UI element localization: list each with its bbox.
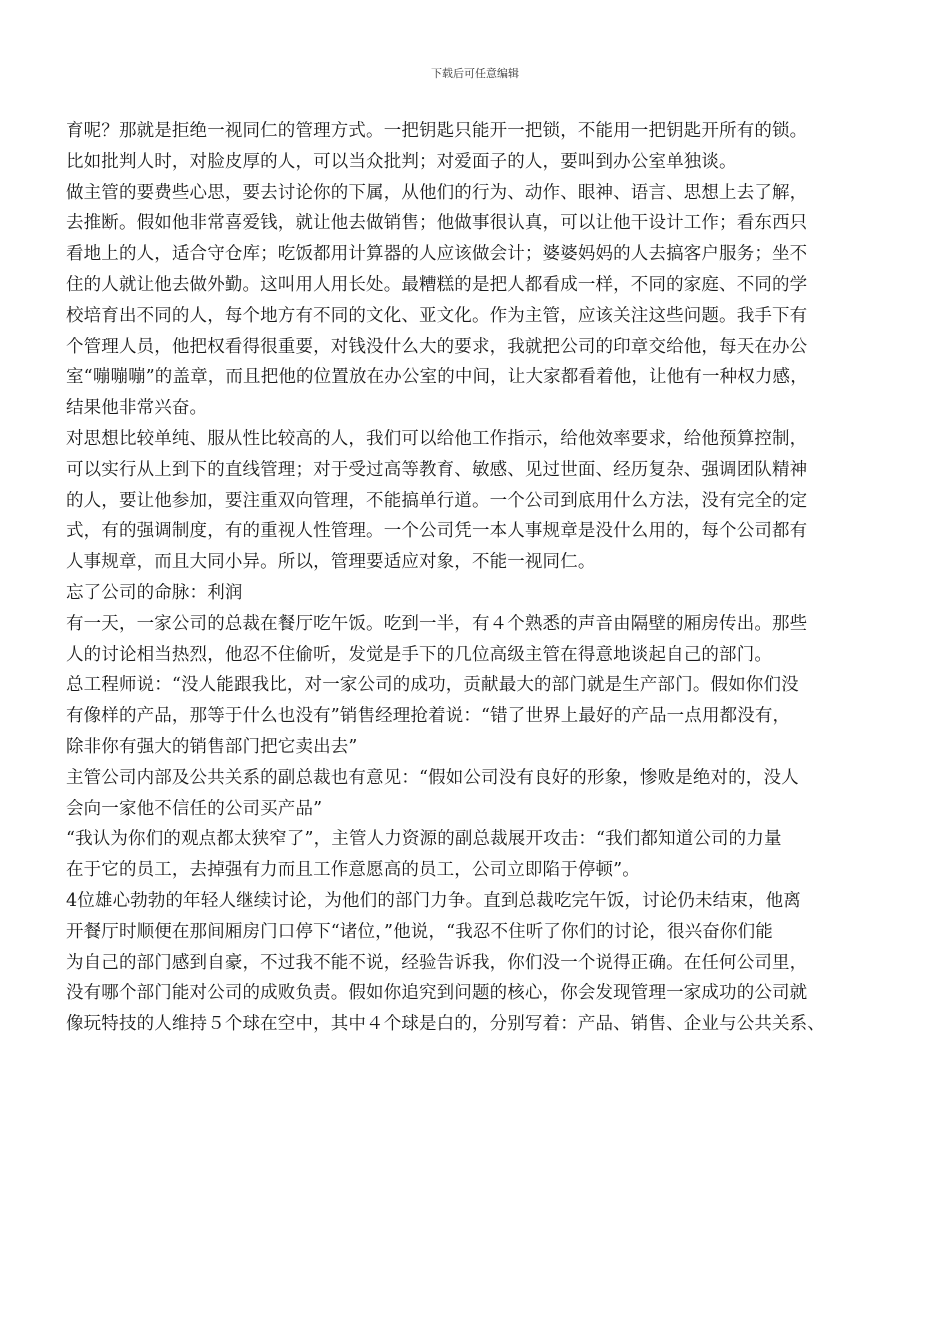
- text-line: 校培育出不同的人，每个地方有不同的文化、亚文化。作为主管，应该关注这些问题。我手下有: [66, 305, 808, 326]
- text-line: 可以实行从上到下的直线管理；对于受过高等教育、敏感、见过世面、经历复杂、强调团队精神: [66, 459, 808, 480]
- text-line: 式，有的强调制度，有的重视人性管理。一个公司凭一本人事规章是没什么用的，每个公司都有: [66, 521, 808, 542]
- text-line: “我认为你们的观点都太狭窄了”，主管人力资源的副总裁展开攻击：“我们都知道公司的力量: [66, 829, 782, 850]
- text-line: 有一天，一家公司的总裁在餐厅吃午饭。吃到一半，有４个熟悉的声音由隔壁的厢房传出。那些: [66, 613, 808, 634]
- text-line: 看地上的人，适合守仓库；吃饭都用计算器的人应该做会计；婆婆妈妈的人去搞客户服务；坐不: [66, 244, 808, 265]
- text-line: 为自己的部门感到自豪，不过我不能不说，经验告诉我，你们没一个说得正确。在任何公司里，: [66, 952, 808, 973]
- text-line: 去推断。假如他非常喜爱钱，就让他去做销售；他做事很认真，可以让他干设计工作；看东西只: [66, 213, 808, 234]
- text-line: 对思想比较单纯、服从性比较高的人，我们可以给他工作指示，给他效率要求，给他预算控制，: [66, 428, 808, 449]
- text-line: 做主管的要费些心思，要去讨论你的下属，从他们的行为、动作、眼神、语言、思想上去了解，: [66, 182, 808, 203]
- text-line: 住的人就让他去做外勤。这叫用人用长处。最糟糕的是把人都看成一样，不同的家庭、不同的学: [66, 274, 808, 295]
- page-header: 下载后可任意编辑: [431, 67, 519, 80]
- text-line: 开餐厅时顺便在那间厢房门口停下“诸位，”他说，“我忍不住听了你们的讨论，很兴奋你们能: [66, 921, 773, 942]
- text-line: 除非你有强大的销售部门把它卖出去”: [66, 736, 358, 757]
- text-line: 4位雄心勃勃的年轻人继续讨论，为他们的部门力争。直到总裁吃完午饭，讨论仍未结束，他离: [66, 890, 801, 911]
- text-line: 有像样的产品，那等于什么也没有”销售经理抢着说：“错了世界上最好的产品一点用都没有，: [66, 706, 791, 727]
- text-line: 会向一家他不信任的公司买产品”: [66, 798, 323, 819]
- text-line: 在于它的员工，去掉强有力而且工作意愿高的员工，公司立即陷于停顿”。: [66, 860, 640, 881]
- text-line: 人事规章，而且大同小异。所以，管理要适应对象，不能一视同仁。: [66, 552, 596, 573]
- text-line: 总工程师说：“没人能跟我比，对一家公司的成功，贡献最大的部门就是生产部门。假如你们没: [66, 675, 799, 696]
- text-line: 比如批判人时，对脸皮厚的人，可以当众批判；对爱面子的人，要叫到办公室单独谈。: [66, 151, 737, 172]
- text-line: 人的讨论相当热烈，他忍不住偷听，发觉是手下的几位高级主管在得意地谈起自己的部门。: [66, 644, 772, 665]
- document-body: [66, 116, 884, 1040]
- text-line: 主管公司内部及公共关系的副总裁也有意见：“假如公司没有良好的形象，惨败是绝对的，没人: [66, 767, 799, 788]
- text-line: 像玩特技的人维持５个球在空中，其中４个球是白的，分别写着：产品、销售、企业与公共关系、: [66, 1014, 825, 1035]
- text-line: 室“嘣嘣嘣”的盖章，而且把他的位置放在办公室的中间，让大家都看着他，让他有一种权力感，: [66, 367, 808, 388]
- text-line: 个管理人员，他把权看得很重要，对钱没什么大的要求，我就把公司的印章交给他，每天在办公: [66, 336, 808, 357]
- text-line: 育呢？那就是拒绝一视同仁的管理方式。一把钥匙只能开一把锁，不能用一把钥匙开所有的锁。: [66, 121, 808, 141]
- text-line: 的人，要让他参加，要注重双向管理，不能搞单行道。一个公司到底用什么方法，没有完全的定: [66, 490, 808, 511]
- section-heading: 忘了公司的命脉：利润: [66, 582, 243, 603]
- text-line: 结果他非常兴奋。: [66, 398, 208, 419]
- text-line: 没有哪个部门能对公司的成败负责。假如你追究到问题的核心，你会发现管理一家成功的公司就: [66, 983, 808, 1004]
